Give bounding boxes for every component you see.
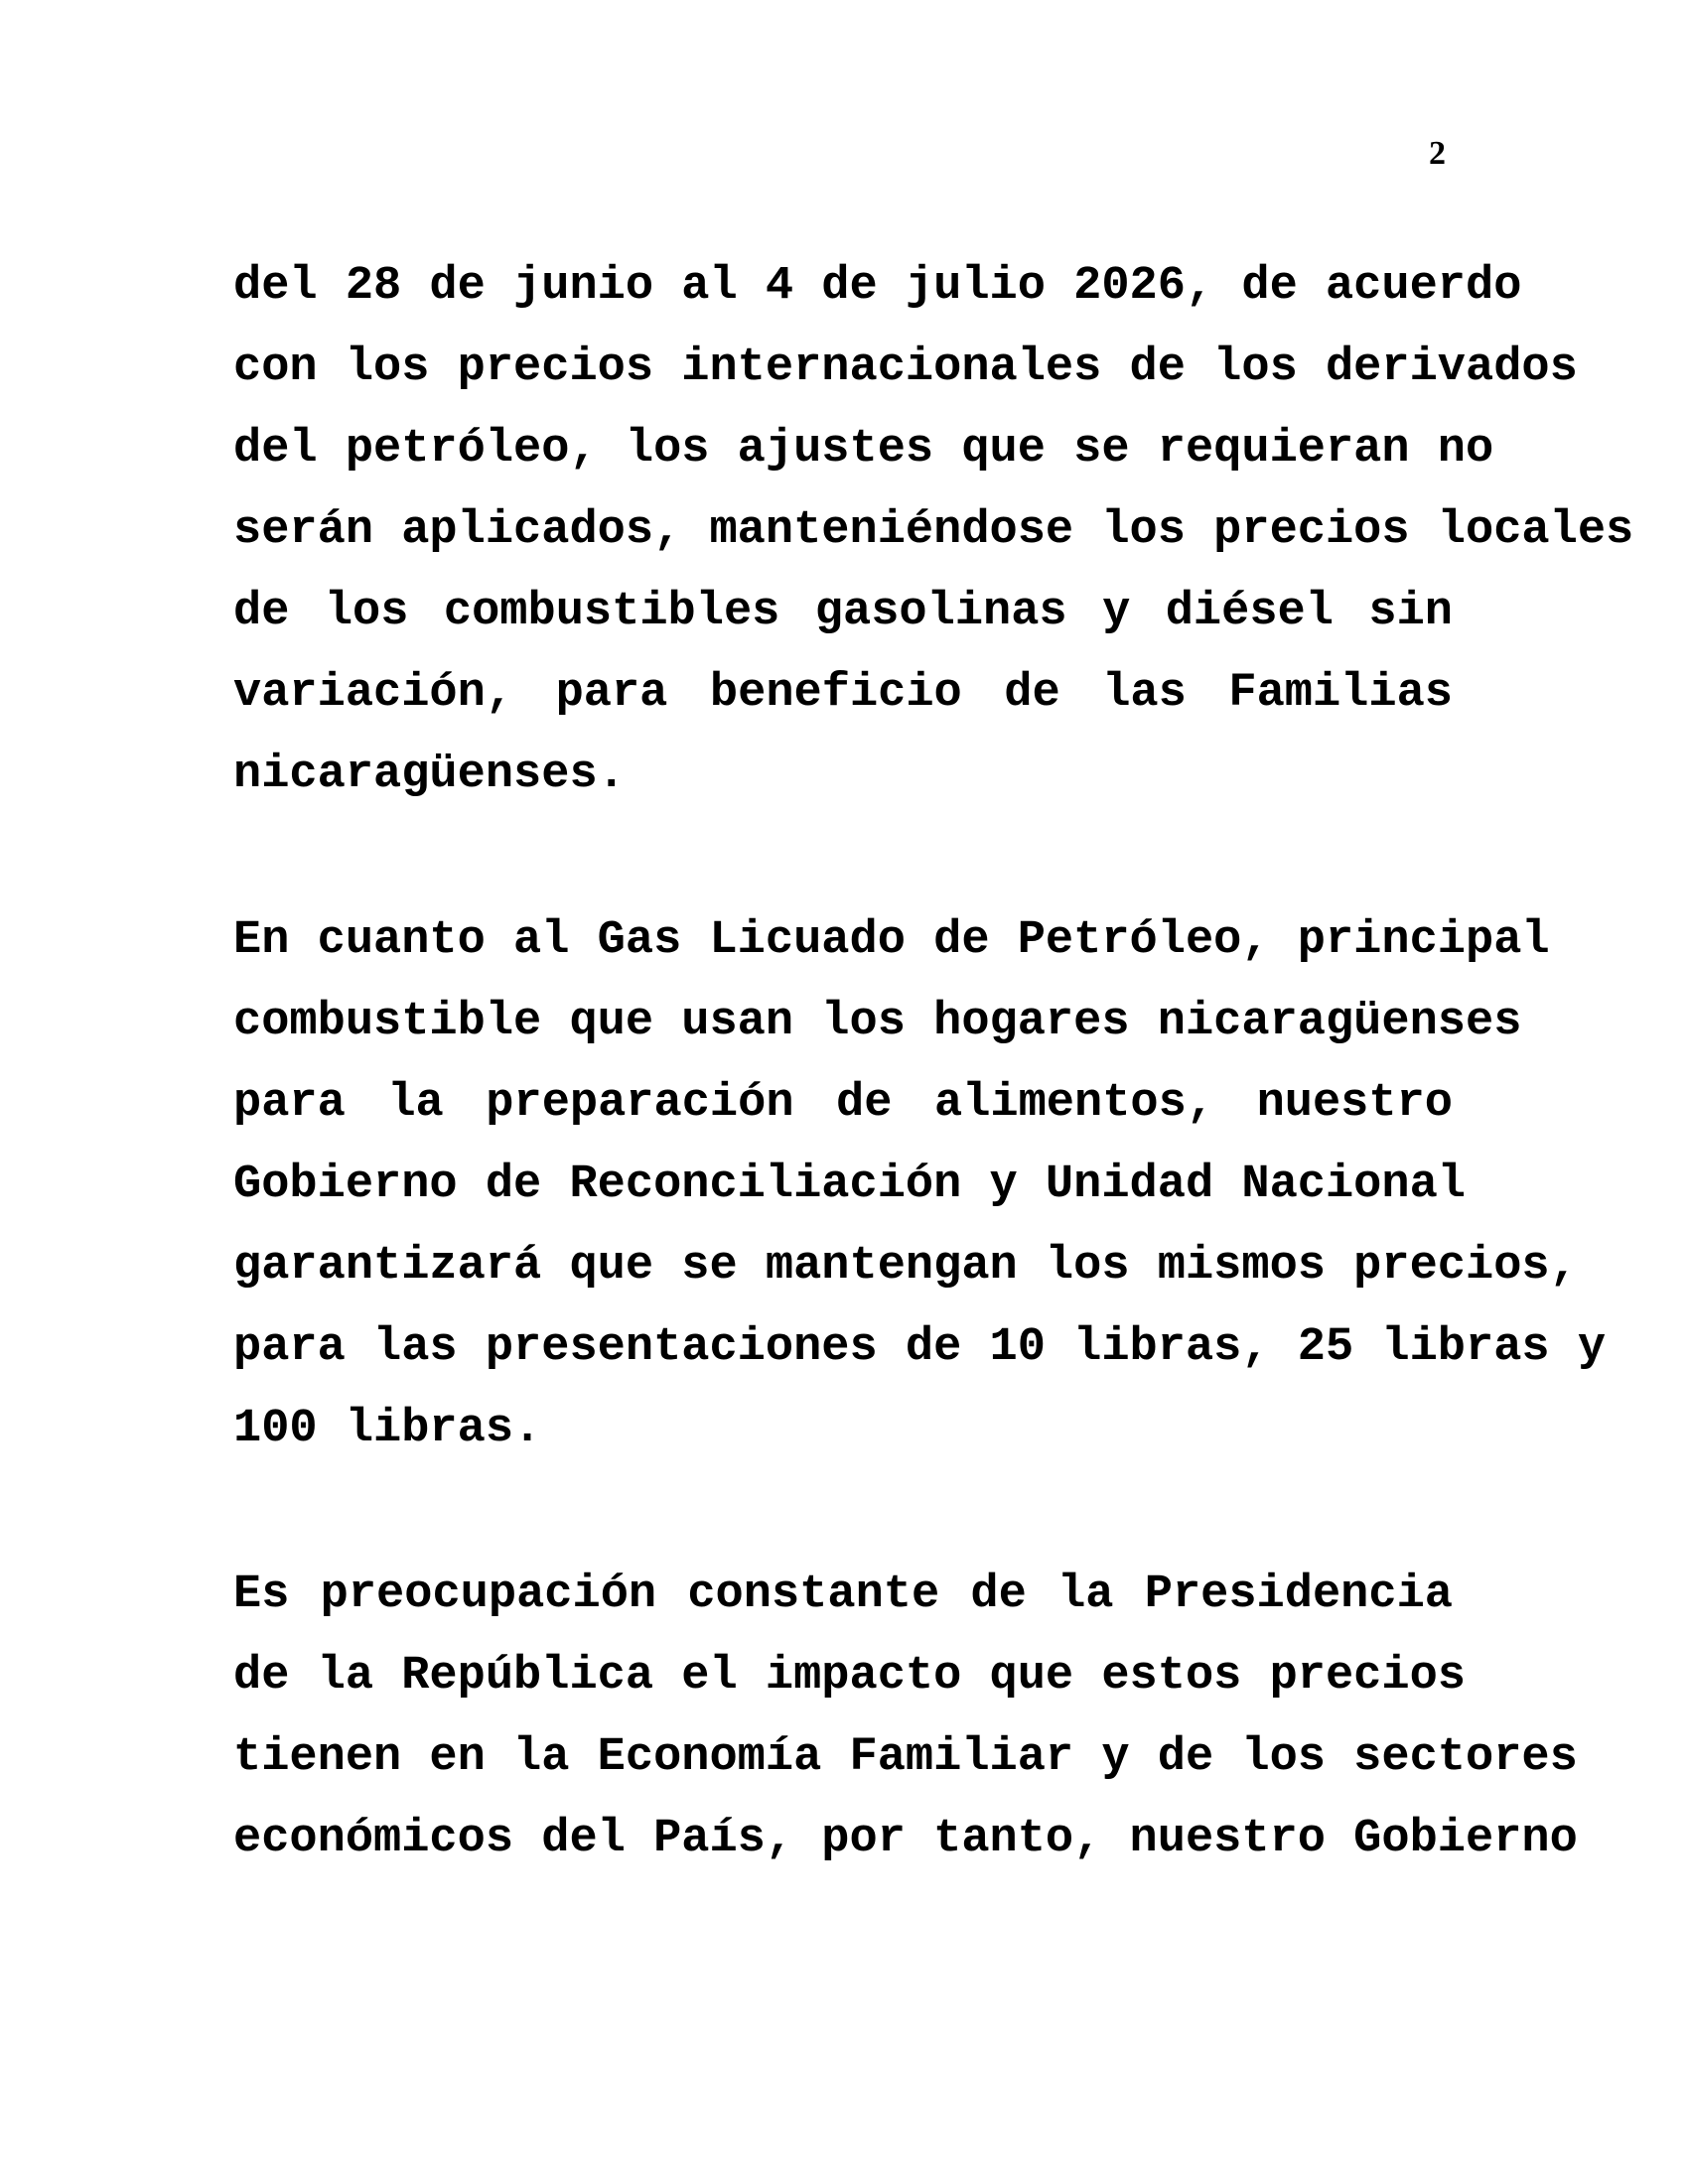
text-line: de los combustibles gasolinas y diésel sin <box>233 586 1453 638</box>
text-line: garantizará que se mantengan los mismos precios, <box>233 1240 1578 1293</box>
text-line: Es preocupación constante de la Presidencia <box>233 1569 1453 1621</box>
text-line: serán aplicados, manteniéndose los precios locales <box>233 504 1634 557</box>
paragraph-fuel-prices <box>233 246 1634 816</box>
text-line: nicaragüenses. <box>233 749 626 801</box>
text-line: variación, para beneficio de las Familias <box>233 667 1453 720</box>
paragraph-presidency-concern <box>233 1555 1578 1880</box>
text-line: combustible que usan los hogares nicaragüenses <box>233 996 1522 1048</box>
text-line: 100 libras. <box>233 1403 542 1455</box>
text-line: económicos del País, por tanto, nuestro Gobierno <box>233 1813 1578 1865</box>
text-line: tienen en la Economía Familiar y de los sectores <box>233 1731 1578 1784</box>
text-line: con los precios internacionales de los derivados <box>233 341 1578 394</box>
text-line: En cuanto al Gas Licuado de Petróleo, principal <box>233 914 1550 967</box>
text-line: del 28 de junio al 4 de julio 2026, de acuerdo <box>233 260 1522 313</box>
paragraph-lpg <box>233 900 1607 1470</box>
text-line: de la República el impacto que estos precios <box>233 1650 1467 1703</box>
text-line: del petróleo, los ajustes que se requieran no <box>233 423 1494 476</box>
text-line: Gobierno de Reconciliación y Unidad Nacional <box>233 1159 1467 1211</box>
text-line: para las presentaciones de 10 libras, 25 libras y <box>233 1321 1607 1374</box>
text-line: para la preparación de alimentos, nuestro <box>233 1077 1453 1130</box>
page-number: 2 <box>1429 135 1446 172</box>
